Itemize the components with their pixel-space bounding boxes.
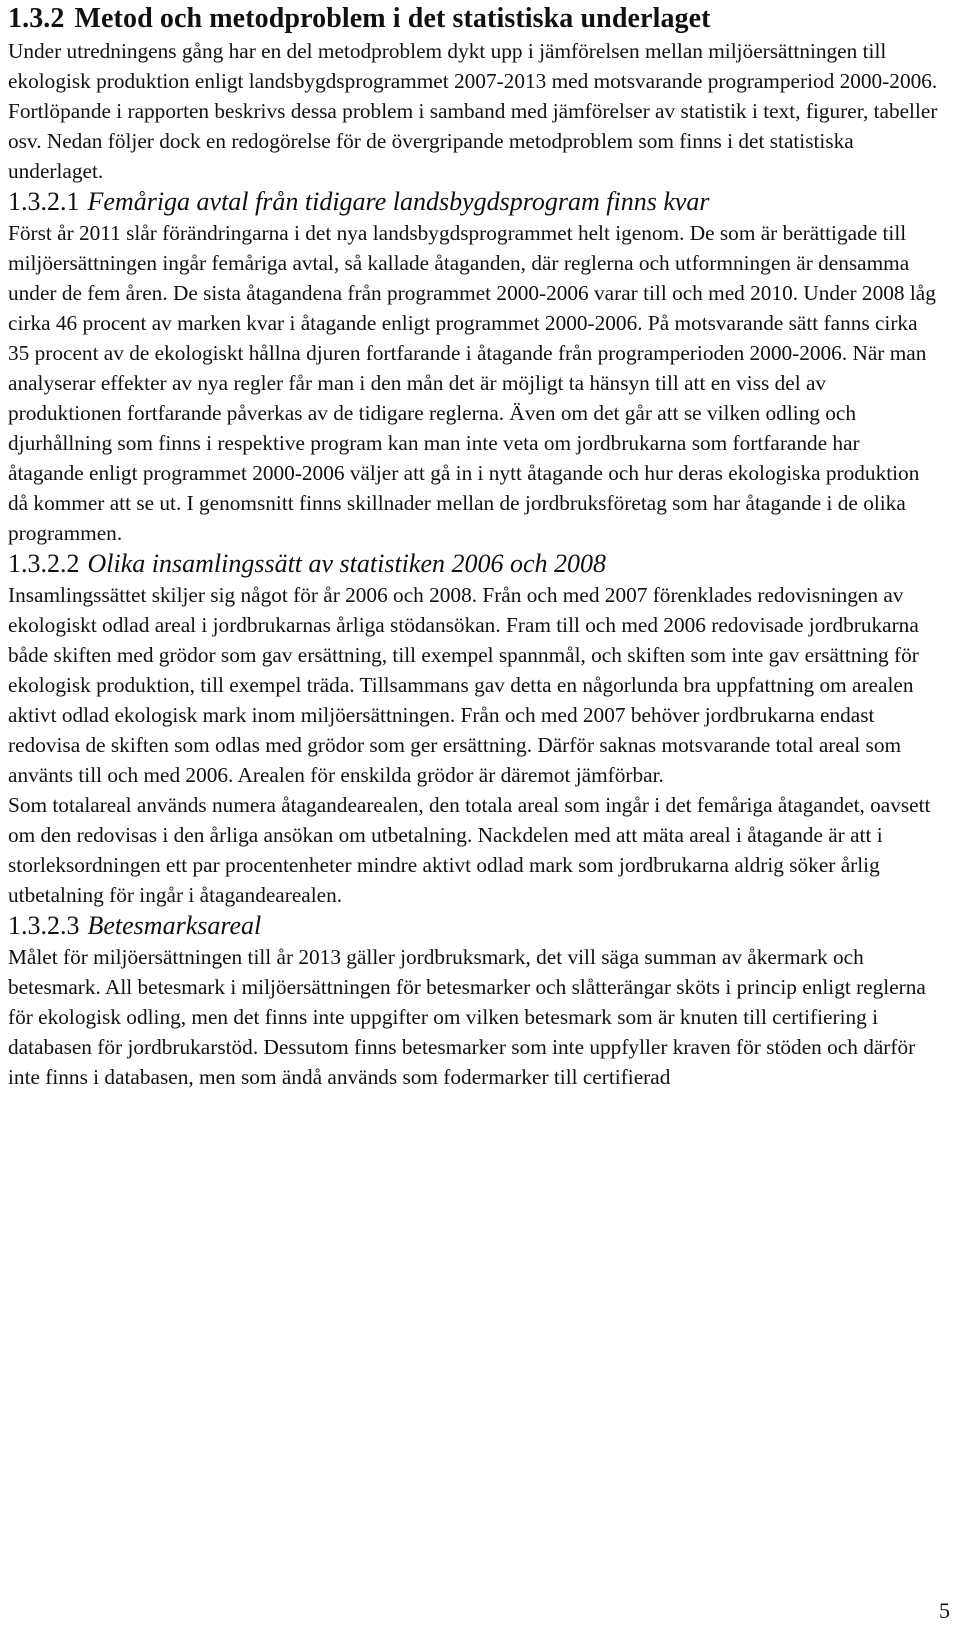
document-page: [8, 0, 938, 1092]
section-heading: [8, 0, 938, 36]
body-paragraph: Målet för miljöersättningen till år 2013 gäller jordbruksmark, det vill säga summan av åkermark och betesmark. All betesmark i miljöersättningen för betesmarker och slåtterängar sköts i princip enligt reglerna för ekologisk odling, men det finns inte uppgifter om vilken betesmark som är knuten till certifiering i databasen för jordbrukarstöd. Dessutom finns betesmarker som inte uppfyller kraven för stöden och därför inte finns i databasen, men som ändå används som fodermarker till certifierad: [8, 945, 926, 1089]
subsection-number: 1.3.2.2: [8, 549, 80, 578]
body-paragraph: Först år 2011 slår förändringarna i det nya landsbygdsprogrammet helt igenom. De som är berättigade till miljöersättningen ingår femåriga avtal, så kallade åtaganden, där reglerna och utformningen är densamma under de fem åren. De sista åtagandena från programmet 2000-2006 varar till och med 2010. Under 2008 låg cirka 46 procent av marken kvar i åtagande enligt programmet 2000-2006. På motsvarande sätt fanns cirka 35 procent av de ekologiskt hållna djuren fortfarande i åtagande från programperioden 2000-2006. När man analyserar effekter av nya regler får man i den mån det är möjligt ta hänsyn till att en viss del av produktionen fortfarande påverkas av de tidigare reglerna. Även om det går att se vilken odling och djurhållning som finns i respektive program kan man inte veta om jordbrukarna som fortfarande har åtagande enligt programmet 2000-2006 väljer att gå in i nytt åtagande och hur deras ekologiska produktion då kommer att se ut. I genomsnitt finns skillnader mellan de jordbruksföretag som har åtagande i de olika programmen.: [8, 221, 936, 545]
subsection-title: Olika insamlingssätt av statistiken 2006 och 2008: [87, 549, 607, 578]
body-paragraph: Som totalareal används numera åtagandearealen, den totala areal som ingår i det femåriga åtagandet, oavsett om den redovisas i den årliga ansökan om utbetalning. Nackdelen med att mäta areal i åtagande är att i storleksordningen ett par procentenheter mindre aktivt odlad mark som jordbrukarna aldrig söker årlig utbetalning för ingår i åtagandearealen.: [8, 793, 931, 907]
subsection-title: Betesmarksareal: [87, 911, 262, 940]
section-title: Metod och metodproblem i det statistiska underlaget: [74, 3, 711, 34]
subsection-heading: [8, 910, 938, 942]
body-paragraph: Insamlingssättet skiljer sig något för år 2006 och 2008. Från och med 2007 förenklades redovisningen av ekologiskt odlad areal i jordbrukarnas årliga stödansökan. Fram till och med 2006 redovisade jordbrukarna både skiften med grödor som gav ersättning, till exempel spannmål, och skiften som inte gav ersättning för ekologisk produktion, till exempel träda. Tillsammans gav detta en någorlunda bra uppfattning om arealen aktivt odlad ekologisk mark inom miljöersättningen. Från och med 2007 behöver jordbrukarna endast redovisa de skiften som odlas med grödor som ger ersättning. Därför saknas motsvarande total areal som använts till och med 2006. Arealen för enskilda grödor är däremot jämförbar.: [8, 583, 919, 787]
page-number: 5: [939, 1598, 950, 1623]
subsection-title: Femåriga avtal från tidigare landsbygdsprogram finns kvar: [87, 187, 710, 216]
section-number: 1.3.2: [8, 3, 65, 34]
intro-paragraph: Under utredningens gång har en del metodproblem dykt upp i jämförelsen mellan miljöersättningen till ekologisk produktion enligt landsbygdsprogrammet 2007-2013 med motsvarande programperiod 2000-2006. Fortlöpande i rapporten beskrivs dessa problem i samband med jämförelser av statistik i text, figurer, tabeller osv. Nedan följer dock en redogörelse för de övergripande metodproblem som finns i det statistiska underlaget.: [8, 39, 938, 183]
subsection-number: 1.3.2.1: [8, 187, 80, 216]
subsection-heading: [8, 186, 938, 218]
subsection-heading: [8, 548, 938, 580]
subsection-number: 1.3.2.3: [8, 911, 80, 940]
